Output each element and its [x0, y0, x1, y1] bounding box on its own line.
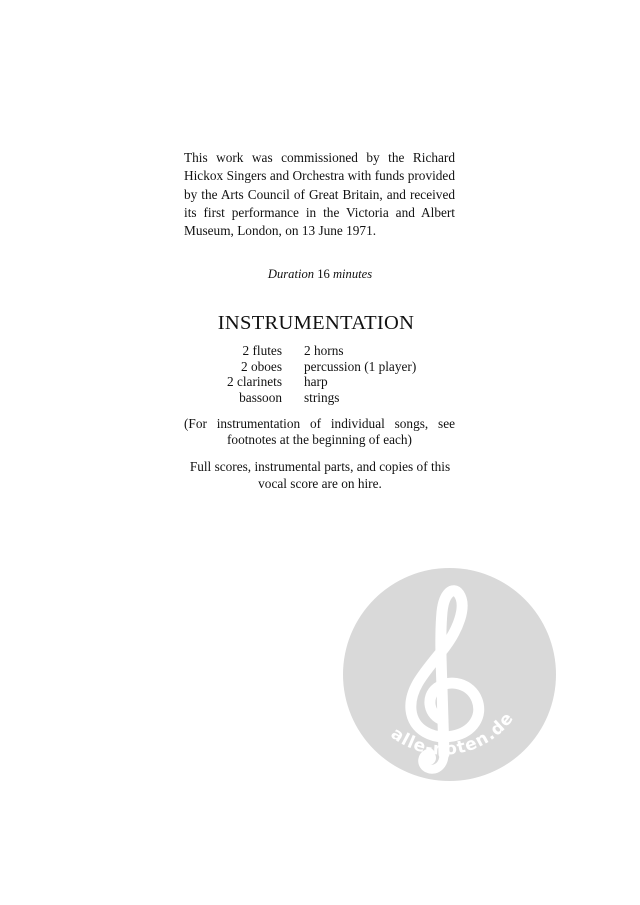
- instrumentation-list: [170, 343, 470, 406]
- commission-paragraph: This work was commissioned by the Richard Hickox Singers and Orchestra with funds provided by the Arts Council of Great Britain, and received its first performance in the Victoria and Albert Museum, London, on 13 June 1971.: [184, 150, 455, 239]
- instrument-left: bassoon: [239, 390, 282, 406]
- instrument-left: 2 flutes: [242, 343, 282, 358]
- instrumentation-row: [170, 359, 470, 375]
- watermark-text: alle-noten.de: [387, 708, 519, 760]
- hire-notice: Full scores, instrumental parts, and copies of this vocal score are on hire.: [189, 459, 451, 491]
- duration-value: 16: [317, 267, 330, 281]
- instrumentation-row: [170, 374, 470, 390]
- instrument-left: 2 oboes: [241, 358, 282, 374]
- instrumentation-row: [170, 390, 470, 406]
- instrument-right: percussion (1 player): [304, 358, 417, 374]
- duration-unit: minutes: [332, 267, 373, 281]
- instrument-left: 2 clarinets: [226, 374, 282, 390]
- watermark-logo: [343, 568, 556, 781]
- instrumentation-heading: INSTRUMENTATION: [217, 312, 415, 334]
- instrumentation-footnote: (For instrumentation of individual songs, see footnotes at the beginning of each): [184, 416, 455, 447]
- instrumentation-row: [170, 343, 470, 359]
- duration-label: Duration: [267, 267, 315, 281]
- instrument-right: harp: [304, 374, 328, 390]
- duration-line: [0, 266, 640, 282]
- instrument-right: 2 horns: [304, 343, 344, 358]
- instrument-right: strings: [304, 390, 340, 406]
